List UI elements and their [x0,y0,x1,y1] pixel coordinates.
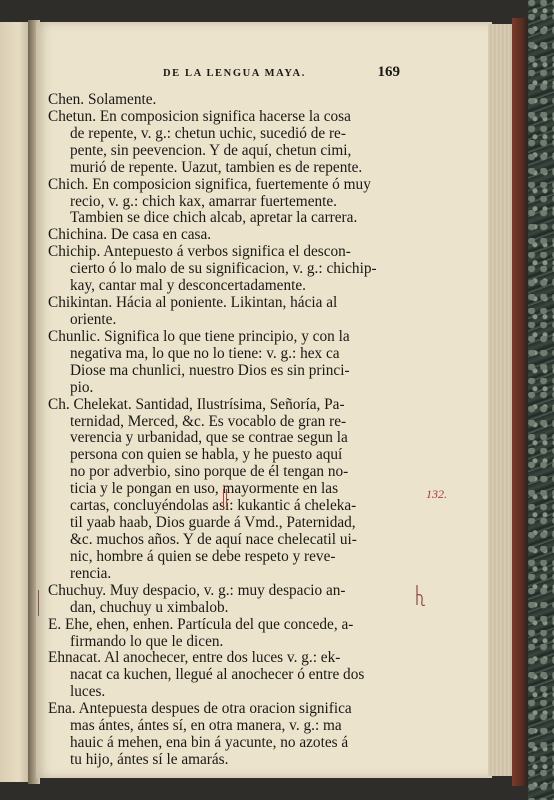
dictionary-entry [48,227,412,244]
dictionary-entry [48,295,412,329]
entry-line: cartas, concluyéndolas así: kukantic á cheleka- [70,497,357,515]
entry-line: oriente. [70,310,117,328]
entry-headline: Chikintan. Hácia al poniente. Likintan, hácia al [48,294,338,312]
entry-line: Diose ma chunlici, nuestro Dios es sin princi- [70,361,350,379]
entry-line: dan, chuchuy u ximbalob. [70,598,229,616]
margin-annotation: 132. [426,487,447,501]
dictionary-entry [48,617,412,651]
red-pencil-mark [222,489,228,507]
entry-line: nic, hombre á quien se debe respeto y reve- [70,547,336,565]
dictionary-entry [48,109,412,177]
entry-line: luces. [70,683,106,701]
dictionary-entry [48,92,412,109]
page-header [58,64,404,84]
entry-line: mas ántes, ántes sí, en otra manera, v. g.: ma [70,717,342,735]
dictionary-entry [48,650,412,701]
entry-headline: Ehnacat. Al anochecer, entre dos luces v. g.: ek- [48,649,341,667]
entry-headline: Chetun. En composicion significa hacerse la cosa [48,107,351,125]
dictionary-entry [48,177,412,228]
dictionary-entry [48,329,412,397]
entry-headline: Ena. Antepuesta despues de otra oracion significa [48,700,352,718]
entry-line: cierto ó lo malo de su significacion, v. g.: chichip- [70,260,377,278]
entry-line: recio, v. g.: chich kax, amarrar fuertemente. [70,192,337,210]
entry-line: ticia y le pongan en uso, mayormente en las [70,480,339,498]
marbled-endpaper [528,0,554,800]
entry-headline: E. Ehe, ehen, enhen. Partícula del que concede, a- [48,615,354,633]
entry-headline: Chichina. De casa en casa. [48,226,212,244]
entry-line: pio. [70,378,94,396]
cover-edge [512,18,528,786]
entry-line: firmando lo que le dicen. [70,632,224,650]
dictionary-entry [48,244,412,295]
dictionary-text [48,92,412,769]
entry-line: pente, sin peevencion. Y de aquí, chetun cimi, [70,141,352,159]
entry-headline: Chich. En composicion significa, fuertemente ó muy [48,175,371,193]
dictionary-entry [48,397,412,583]
entry-line: hauic á mehen, ena bin á yacunte, no azotes á [70,734,349,752]
entry-line: nacat ca kuchen, llegué al anochecer ó entre dos [70,666,365,684]
entry-line: &c. muchos años. Y de aquí nace chelecatil ui- [70,530,357,548]
entry-line: kay, cantar mal y desconcertadamente. [70,277,306,295]
entry-line: negativa ma, lo que no lo tiene: v. g.: hex ca [70,344,340,362]
entry-headline: Chunlic. Significa lo que tiene principio, y con la [48,327,350,345]
entry-line: ternidad, Merced, &c. Es vocablo de gran re- [70,412,347,430]
running-title: DE LA LENGUA MAYA. [163,68,306,79]
entry-headline: Chichip. Antepuesto á verbos significa el descon- [48,243,351,261]
entry-line: rencia. [70,564,112,582]
entry-headline: Ch. Chelekat. Santidad, Ilustrísima, Señoría, Pa- [48,395,345,413]
entry-line: til yaab haab, Dios guarde á Vmd., Paternidad, [70,514,356,532]
dictionary-entry [48,583,412,617]
dictionary-entry [48,701,412,769]
entry-line: persona con quien se habla, y he puesto aquí [70,446,343,464]
entry-line: murió de repente. Uazut, tambien es de repente. [70,158,363,176]
page-stack-edges [488,24,512,776]
entry-line: Tambien se dice chich alcab, apretar la carrera. [70,209,358,227]
margin-pencil-mark [414,583,428,613]
entry-line: no por adverbio, sino porque de él tengan no- [70,463,349,481]
entry-headline: Chen. Solamente. [48,91,157,108]
margin-bracket-mark [38,590,45,616]
entry-headline: Chuchuy. Muy despacio, v. g.: muy despacio an- [48,581,346,599]
entry-line: de repente, v. g.: chetun uchic, sucedió de re- [70,124,346,142]
entry-line: verencia y urbanidad, que se contrae segun la [70,429,348,447]
entry-line: tu hijo, ántes sí le amarás. [70,750,229,768]
page-number: 169 [377,64,400,80]
